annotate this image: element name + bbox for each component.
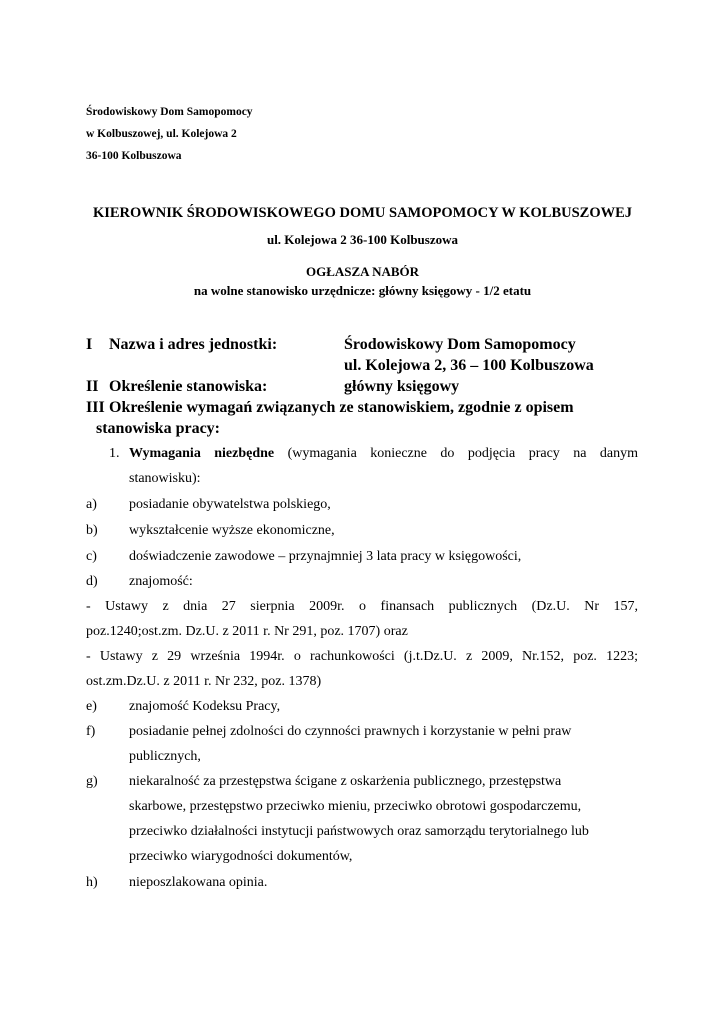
item-a-text: posiadanie obywatelstwa polskiego, xyxy=(129,497,331,512)
section-1-value-line1: Środowiskowy Dom Samopomocy xyxy=(344,336,576,353)
item-f-line2: publicznych, xyxy=(129,749,201,764)
item-g-line4: przeciwko wiarygodności dokumentów, xyxy=(129,849,353,864)
sender-name: Środowiskowy Dom Samopomocy xyxy=(86,106,253,118)
announce-heading: OGŁASZA NABÓR xyxy=(305,264,420,279)
item-g-line1: niekaralność za przestępstwa ścigane z oskarżenia publicznego, przestępstwa xyxy=(129,774,562,789)
item-a-marker: a) xyxy=(86,497,97,512)
requirements-heading xyxy=(129,446,638,462)
item-b-marker: b) xyxy=(86,523,98,538)
item-f-line1: posiadanie pełnej zdolności do czynności prawnych i korzystanie w pełni praw xyxy=(129,724,572,739)
position-line: na wolne stanowisko urzędnicze: główny księgowy - 1/2 etatu xyxy=(193,283,532,298)
item-d-text: znajomość: xyxy=(129,574,193,589)
item-c-marker: c) xyxy=(86,549,97,564)
sender-address: w Kolbuszowej, ul. Kolejowa 2 xyxy=(86,128,237,140)
requirements-heading-rest: (wymagania konieczne do podjęcia pracy na danym xyxy=(287,446,638,461)
title-address: ul. Kolejowa 2 36-100 Kolbuszowa xyxy=(266,232,459,247)
item-b-text: wykształcenie wyższe ekonomiczne, xyxy=(129,523,335,538)
item-c-text: doświadczenie zawodowe – przynajmniej 3 lata pracy w księgowości, xyxy=(129,549,522,564)
requirements-heading-bold: Wymagania niezbędne xyxy=(129,446,275,461)
section-1-label: Nazwa i adres jednostki: xyxy=(109,336,278,353)
document-title: KIEROWNIK ŚRODOWISKOWEGO DOMU SAMOPOMOCY W KOLBUSZOWEJ xyxy=(92,205,633,221)
item-g-line2: skarbowe, przestępstwo przeciwko mieniu, przeciwko obrotowi gospodarczemu, xyxy=(129,799,582,814)
section-2-label: Określenie stanowiska: xyxy=(109,378,268,395)
law-1-line2: poz.1240;ost.zm. Dz.U. z 2011 r. Nr 291, poz. 1707) oraz xyxy=(86,624,408,639)
item-e-marker: e) xyxy=(86,699,97,714)
section-3-label-line2: stanowiska pracy: xyxy=(96,420,221,437)
sender-postal: 36-100 Kolbuszowa xyxy=(86,150,182,162)
item-g-marker: g) xyxy=(86,774,98,789)
item-h-marker: h) xyxy=(86,875,98,890)
item-h-text: nieposzlakowana opinia. xyxy=(129,875,268,890)
section-3-number: III xyxy=(86,399,105,416)
law-2-line2: ost.zm.Dz.U. z 2011 r. Nr 232, poz. 1378) xyxy=(86,674,322,689)
section-2-value: główny księgowy xyxy=(344,378,460,395)
section-2-number: II xyxy=(86,378,99,395)
item-f-marker: f) xyxy=(86,724,96,739)
law-2-line1: - Ustawy z 29 września 1994r. o rachunkowości (j.t.Dz.U. z 2009, Nr.152, poz. 1223; xyxy=(86,649,638,664)
section-1-number: I xyxy=(86,336,93,353)
item-d-marker: d) xyxy=(86,574,98,589)
law-1-line1: - Ustawy z dnia 27 sierpnia 2009r. o finansach publicznych (Dz.U. Nr 157, xyxy=(86,599,638,614)
item-e-text: znajomość Kodeksu Pracy, xyxy=(129,699,281,714)
section-3-label-line1: Określenie wymagań związanych ze stanowiskiem, zgodnie z opisem xyxy=(109,399,574,416)
requirements-number: 1. xyxy=(109,446,120,461)
section-1-value-line2: ul. Kolejowa 2, 36 – 100 Kolbuszowa xyxy=(344,357,594,374)
requirements-heading-line2: stanowisku): xyxy=(129,471,201,486)
item-g-line3: przeciwko działalności instytucji państwowych oraz samorządu terytorialnego lub xyxy=(129,824,589,839)
